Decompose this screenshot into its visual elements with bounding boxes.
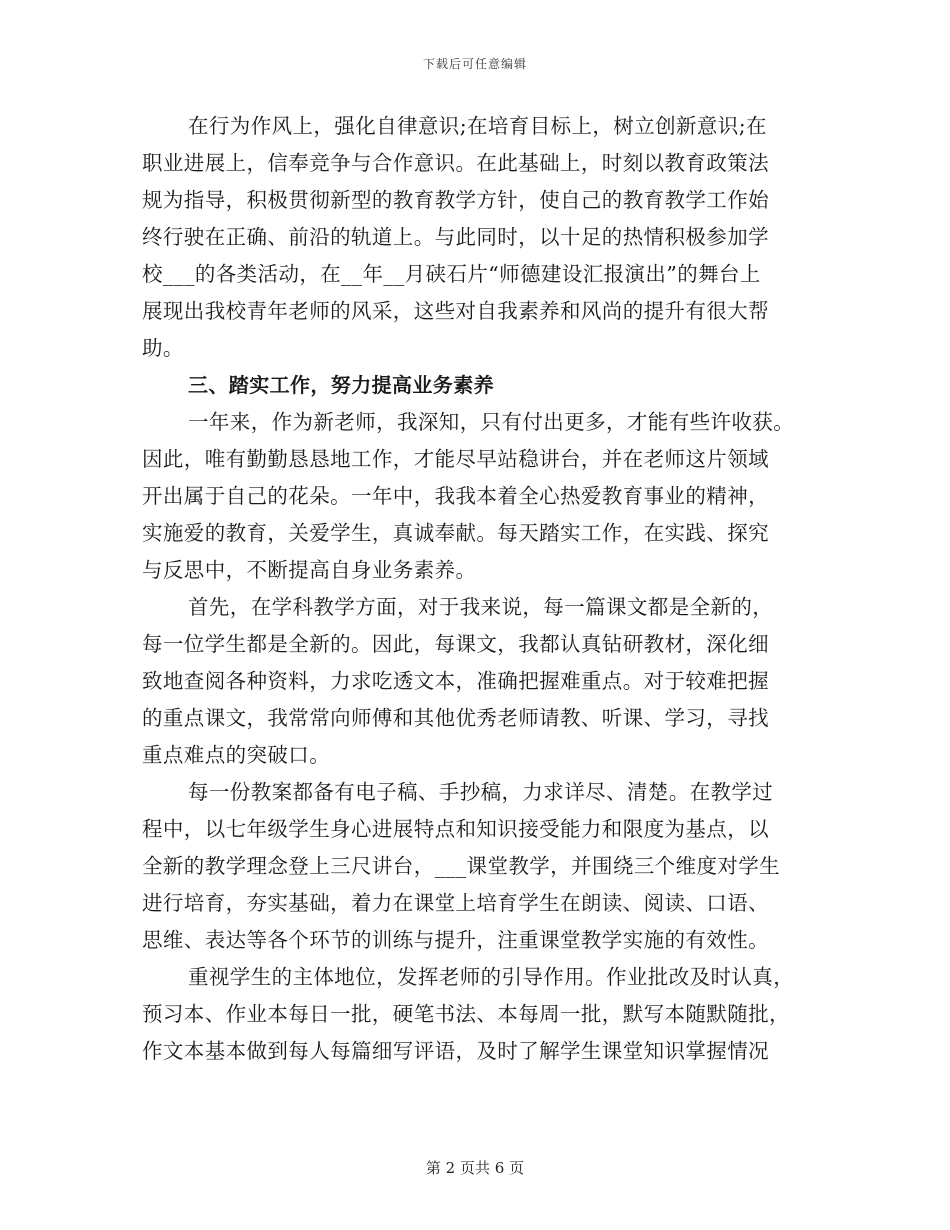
paragraph-line: 开出属于自己的花朵。一年中，我我本着全心热爱教育事业的精神， <box>142 484 769 508</box>
paragraph-line: 致地查阅各种资料，力求吃透文本，准确把握难重点。对于较难把握 <box>142 669 769 693</box>
paragraph-line: 校___的各类活动，在__年__月硖石片“师德建设汇报演出”的舞台上 <box>142 262 761 286</box>
paragraph-line: 一年来，作为新老师，我深知，只有付出更多，才能有些许收获。 <box>188 410 795 434</box>
paragraph-line: 因此，唯有勤勤恳恳地工作，才能尽早站稳讲台，并在老师这片领域 <box>142 447 769 471</box>
paragraph-line: 首先，在学科教学方面，对于我来说，每一篇课文都是全新的， <box>188 595 774 619</box>
paragraph-line: 重视学生的主体地位，发挥老师的引导作用。作业批改及时认真， <box>188 965 795 989</box>
paragraph-line: 职业进展上，信奉竞争与合作意识。在此基础上，时刻以教育政策法 <box>142 151 769 175</box>
paragraph-line: 预习本、作业本每日一批，硬笔书法、本每周一批，默写本随默随批， <box>142 1002 790 1026</box>
header-note: 下载后可任意编辑 <box>422 57 527 71</box>
paragraph-line: 在行为作风上，强化自律意识;在培育目标上，树立创新意识;在 <box>188 114 767 138</box>
section-heading: 三、踏实工作，努力提高业务素养 <box>188 373 494 397</box>
paragraph-line: 的重点课文，我常常向师傅和其他优秀老师请教、听课、学习，寻找 <box>142 706 769 730</box>
page-number: 第 2 页共 6 页 <box>425 1159 525 1177</box>
paragraph-line: 终行驶在正确、前沿的轨道上。与此同时，以十足的热情积极参加学 <box>142 225 769 249</box>
paragraph-line: 思维、表达等各个环节的训练与提升，注重课堂教学实施的有效性。 <box>142 928 769 952</box>
paragraph-line: 全新的教学理念登上三尺讲台，___课堂教学，并围绕三个维度对学生 <box>142 854 781 878</box>
paragraph-line: 进行培育，夯实基础，着力在课堂上培育学生在朗读、阅读、口语、 <box>142 891 769 915</box>
paragraph-line: 展现出我校青年老师的风采，这些对自我素养和风尚的提升有很大帮 <box>142 299 769 323</box>
paragraph-line: 每一份教案都备有电子稿、手抄稿，力求详尽、清楚。在教学过 <box>188 780 774 804</box>
paragraph-line: 作文本基本做到每人每篇细写评语，及时了解学生课堂知识掌握情况 <box>142 1039 769 1063</box>
paragraph-line: 每一位学生都是全新的。因此，每课文，我都认真钻研教材，深化细 <box>142 632 769 656</box>
document-body <box>142 108 822 1070</box>
paragraph-line: 程中，以七年级学生身心进展特点和知识接受能力和限度为基点，以 <box>142 817 769 841</box>
paragraph-line: 规为指导，积极贯彻新型的教育教学方针，使自己的教育教学工作始 <box>142 188 769 212</box>
paragraph-line: 助。 <box>142 336 184 360</box>
paragraph-line: 重点难点的突破口。 <box>142 743 331 767</box>
paragraph-line: 与反思中，不断提高自身业务素养。 <box>142 558 477 582</box>
paragraph-line: 实施爱的教育，关爱学生，真诚奉献。每天踏实工作，在实践、探究 <box>142 521 769 545</box>
